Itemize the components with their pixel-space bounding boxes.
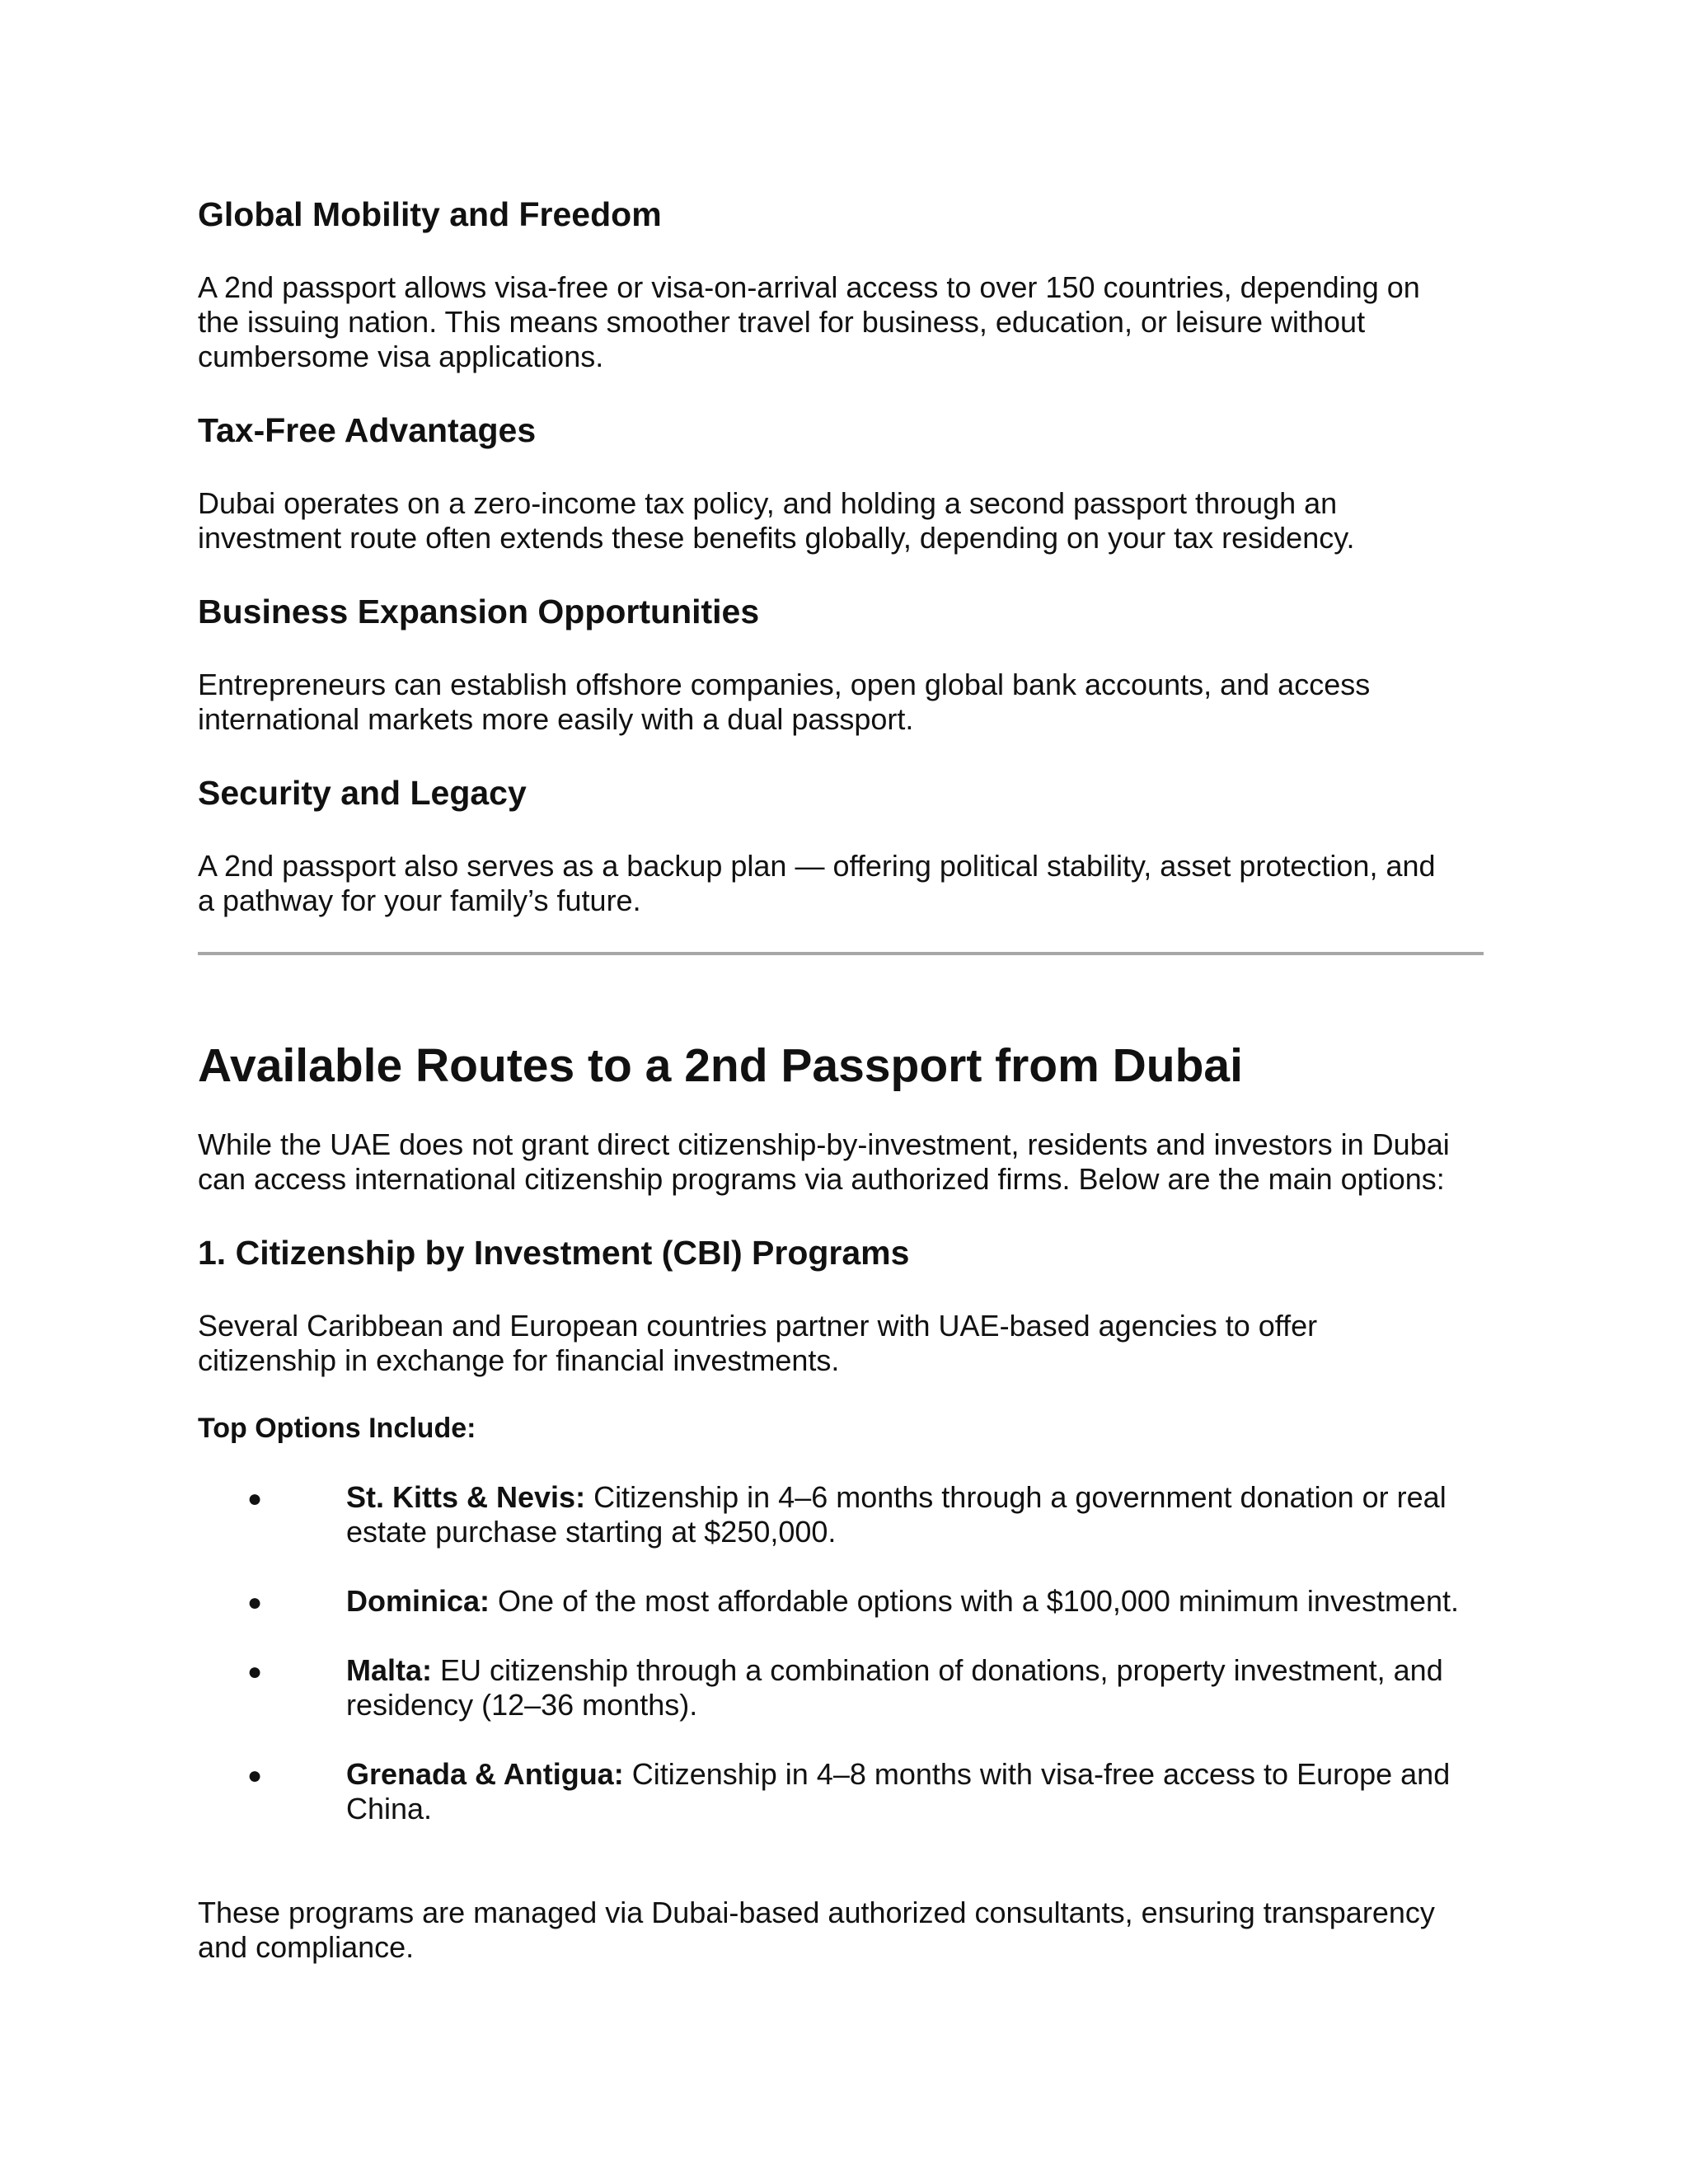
section-heading-global-mobility: Global Mobility and Freedom (198, 195, 662, 233)
section-heading-security-legacy: Security and Legacy (198, 774, 527, 812)
paragraph-line: and compliance. (198, 1930, 415, 1964)
paragraph-line: the issuing nation. This means smoother travel for business, education, or leisure without (198, 305, 1366, 339)
paragraph-line: cumbersome visa applications. (198, 340, 604, 373)
paragraph-line: a pathway for your family’s future. (198, 883, 641, 917)
section-heading-business-expansion: Business Expansion Opportunities (198, 593, 760, 630)
paragraph-line: These programs are managed via Dubai-based authorized consultants, ensuring transparency (198, 1896, 1435, 1929)
option-text: EU citizenship through a combination of donations, property investment, and (432, 1653, 1443, 1687)
bullet-icon: ● (247, 1589, 263, 1616)
top-options-label: Top Options Include: (198, 1413, 476, 1444)
bullet-icon: ● (247, 1658, 263, 1685)
list-item-line (346, 1757, 1450, 1792)
option-name: Malta: (346, 1653, 433, 1687)
section-heading-tax-free: Tax-Free Advantages (198, 411, 537, 449)
paragraph-line: international markets more easily with a dual passport. (198, 702, 914, 736)
list-item-line (346, 1653, 1443, 1688)
option-text: One of the most affordable options with a $100,000 minimum investment. (490, 1584, 1460, 1618)
paragraph-line: Several Caribbean and European countries partner with UAE-based agencies to offer (198, 1309, 1318, 1343)
option-name: Grenada & Antigua: (346, 1757, 624, 1791)
list-item-line: estate purchase starting at $250,000. (346, 1515, 837, 1549)
routes-title: Available Routes to a 2nd Passport from Dubai (198, 1039, 1243, 1092)
bullet-icon: ● (247, 1485, 263, 1512)
option-text: Citizenship in 4–8 months with visa-free access to Europe and (623, 1757, 1451, 1791)
paragraph-line: investment route often extends these benefits globally, depending on your tax residency. (198, 521, 1355, 555)
horizontal-divider (198, 952, 1484, 955)
cbi-heading: 1. Citizenship by Investment (CBI) Programs (198, 1234, 910, 1272)
list-item-line: residency (12–36 months). (346, 1688, 698, 1722)
list-item-line (346, 1480, 1447, 1515)
bullet-icon: ● (247, 1762, 263, 1789)
paragraph-line: A 2nd passport allows visa-free or visa-on-arrival access to over 150 countries, depending on (198, 270, 1420, 304)
paragraph-line: Dubai operates on a zero-income tax policy, and holding a second passport through an (198, 486, 1338, 520)
list-item-line (346, 1584, 1459, 1619)
list-item-line: China. (346, 1792, 433, 1825)
paragraph-line: can access international citizenship programs via authorized firms. Below are the main options: (198, 1162, 1445, 1196)
option-text: Citizenship in 4–6 months through a government donation or real (585, 1480, 1447, 1514)
paragraph-line: citizenship in exchange for financial investments. (198, 1343, 840, 1377)
paragraph-line: A 2nd passport also serves as a backup plan — offering political stability, asset protection, and (198, 849, 1436, 883)
paragraph-line: While the UAE does not grant direct citizenship-by-investment, residents and investors in Dubai (198, 1127, 1450, 1161)
option-name: St. Kitts & Nevis: (346, 1480, 586, 1514)
paragraph-line: Entrepreneurs can establish offshore companies, open global bank accounts, and access (198, 668, 1371, 701)
option-name: Dominica: (346, 1584, 490, 1618)
